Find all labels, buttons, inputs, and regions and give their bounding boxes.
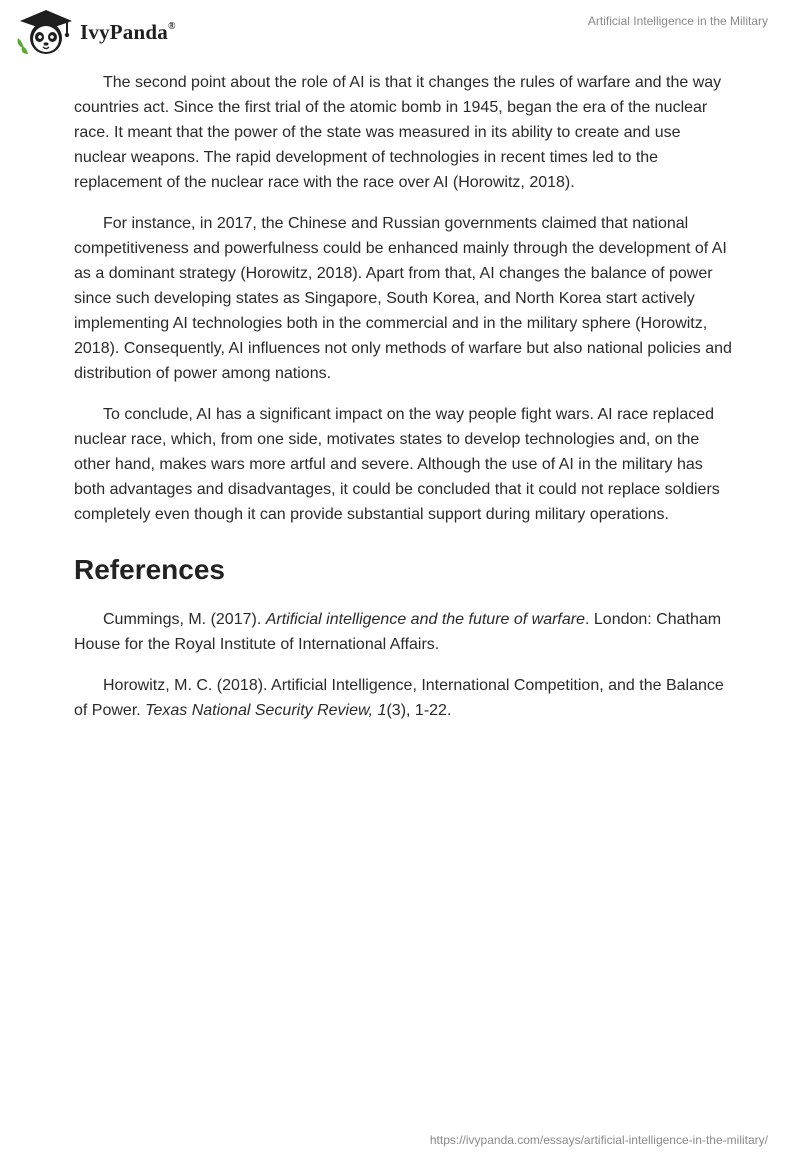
registered-mark: ® [167, 21, 176, 32]
reference-entry [74, 607, 734, 657]
reference-text: (3), 1-22. [386, 702, 452, 719]
panda-graduate-logo-icon[interactable] [14, 8, 76, 56]
brand-name[interactable] [80, 20, 176, 45]
reference-text: Horowitz, M. C. (2018). Artificial Intelligence, International Competition, and the Balance of Power. [74, 677, 724, 719]
reference-entry [74, 673, 734, 723]
reference-text: . London: Chatham House for the Royal Institute of International Affairs. [74, 611, 722, 653]
page-header [0, 0, 800, 62]
references-heading: References [74, 554, 225, 585]
reference-title: Artificial intelligence and the future of warfare [265, 611, 585, 628]
body-paragraph: The second point about the role of AI is that it changes the rules of warfare and the way countries act. Since the first trial of the atomic bomb in 1945, began the era of the nuclear race. It meant that the power of the state was measured in its ability to create and use nuclear weapons. The rapid development of technologies in recent times led to the replacement of the nuclear race with the race over AI (Horowitz, 2018). [74, 74, 722, 191]
running-title: Artificial Intelligence in the Military [587, 14, 768, 28]
body-paragraph: To conclude, AI has a significant impact on the way people fight wars. AI race replaced nuclear race, which, from one side, motivates states to develop technologies and, on the other hand, makes wars more artful and severe. Although the use of AI in the military has both advantages and disadvantages, it could be concluded that it could not replace soldiers completely even though it can provide substantial support during military operations. [74, 406, 720, 523]
source-url[interactable]: https://ivypanda.com/essays/artificial-intelligence-in-the-military/ [429, 1133, 768, 1147]
reference-title: Texas National Security Review, 1 [145, 702, 387, 719]
essay-content [74, 70, 734, 739]
body-paragraph: For instance, in 2017, the Chinese and Russian governments claimed that national competitiveness and powerfulness could be enhanced mainly through the development of AI as a dominant strategy (Horowitz, 2018). Apart from that, AI changes the balance of power since such developing states as Singapore, South Korea, and North Korea start actively implementing AI technologies both in the commercial and in the military sphere (Horowitz, 2018). Consequently, AI influences not only methods of warfare but also national policies and distribution of power among nations. [74, 215, 732, 382]
brand-name-text: IvyPanda [80, 20, 168, 44]
reference-text: Cummings, M. (2017). [103, 611, 266, 628]
